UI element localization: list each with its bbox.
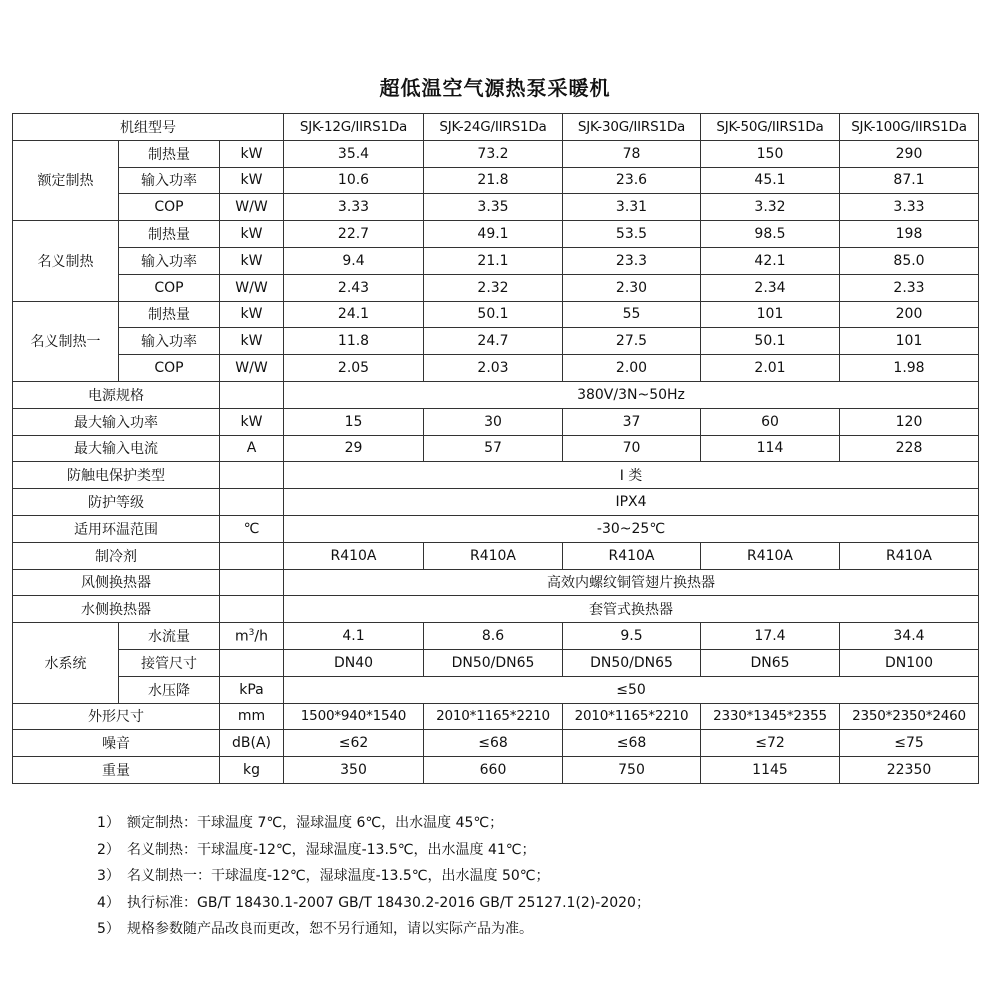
table-row bbox=[13, 623, 979, 650]
value-cell: DN100 bbox=[840, 649, 979, 676]
value-cell: -30~25℃ bbox=[284, 515, 979, 542]
footnote-text: 执行标准：GB/T 18430.1-2007 GB/T 18430.2-2016 GB/T 25127.1(2)-2020； bbox=[127, 894, 650, 911]
footnote-number: 5） bbox=[97, 921, 120, 937]
value-cell: R410A bbox=[284, 542, 424, 569]
value-cell: 42.1 bbox=[701, 247, 840, 274]
value-cell: 660 bbox=[424, 757, 563, 784]
model-cell: SJK-24G/IIRS1Da bbox=[424, 114, 563, 141]
row-label: 重量 bbox=[13, 757, 220, 784]
value-cell: 85.0 bbox=[840, 247, 979, 274]
row-label: 电源规格 bbox=[13, 381, 220, 408]
table-row bbox=[13, 649, 979, 676]
value-cell: 2.32 bbox=[424, 274, 563, 301]
value-cell: 101 bbox=[840, 328, 979, 355]
row-label: 防触电保护类型 bbox=[13, 462, 220, 489]
footnote bbox=[97, 916, 650, 943]
value-cell: 53.5 bbox=[563, 221, 701, 248]
unit-text: m bbox=[235, 628, 249, 645]
value-cell: 15 bbox=[284, 408, 424, 435]
value-cell: 350 bbox=[284, 757, 424, 784]
value-cell: 3.35 bbox=[424, 194, 563, 221]
value-cell: I 类 bbox=[284, 462, 979, 489]
value-cell: R410A bbox=[840, 542, 979, 569]
row-label: 输入功率 bbox=[119, 167, 220, 194]
table-row bbox=[13, 515, 979, 542]
table-row bbox=[13, 408, 979, 435]
value-cell: R410A bbox=[701, 542, 840, 569]
table-row bbox=[13, 489, 979, 516]
value-cell: DN50/DN65 bbox=[563, 649, 701, 676]
footnote-number: 4） bbox=[97, 894, 120, 911]
row-label: 水压降 bbox=[119, 676, 220, 703]
value-cell: 120 bbox=[840, 408, 979, 435]
value-cell: 200 bbox=[840, 301, 979, 328]
row-label: 适用环温范围 bbox=[13, 515, 220, 542]
value-cell: 114 bbox=[701, 435, 840, 462]
row-label: 水侧换热器 bbox=[13, 596, 220, 623]
row-label: COP bbox=[119, 194, 220, 221]
unit-cell: kW bbox=[220, 328, 284, 355]
value-cell: 34.4 bbox=[840, 623, 979, 650]
value-cell: 2.01 bbox=[701, 355, 840, 382]
value-cell: 50.1 bbox=[424, 301, 563, 328]
unit-cell: kW bbox=[220, 408, 284, 435]
table-row bbox=[13, 381, 979, 408]
value-cell: 3.32 bbox=[701, 194, 840, 221]
value-cell: 10.6 bbox=[284, 167, 424, 194]
value-cell: 3.33 bbox=[284, 194, 424, 221]
value-cell: 22.7 bbox=[284, 221, 424, 248]
table-row bbox=[13, 355, 979, 382]
footnote-text: 名义制热一：干球温度-12℃，湿球温度-13.5℃，出水温度 50℃； bbox=[127, 868, 550, 884]
value-cell: 27.5 bbox=[563, 328, 701, 355]
value-cell: ≤68 bbox=[563, 730, 701, 757]
group-label: 额定制热 bbox=[13, 140, 119, 220]
unit-cell: A bbox=[220, 435, 284, 462]
row-label: 制热量 bbox=[119, 221, 220, 248]
value-cell: 87.1 bbox=[840, 167, 979, 194]
unit-cell bbox=[220, 623, 284, 650]
unit-cell bbox=[220, 489, 284, 516]
table-row bbox=[13, 328, 979, 355]
value-cell: 1145 bbox=[701, 757, 840, 784]
row-label: 防护等级 bbox=[13, 489, 220, 516]
value-cell: 9.4 bbox=[284, 247, 424, 274]
model-cell: SJK-100G/IIRS1Da bbox=[840, 114, 979, 141]
table-row bbox=[13, 676, 979, 703]
unit-cell: kW bbox=[220, 221, 284, 248]
value-cell: 17.4 bbox=[701, 623, 840, 650]
model-cell: SJK-30G/IIRS1Da bbox=[563, 114, 701, 141]
value-cell: 50.1 bbox=[701, 328, 840, 355]
unit-cell: mm bbox=[220, 703, 284, 730]
value-cell: 101 bbox=[701, 301, 840, 328]
value-cell: 24.7 bbox=[424, 328, 563, 355]
value-cell: 290 bbox=[840, 140, 979, 167]
value-cell: 45.1 bbox=[701, 167, 840, 194]
table-row bbox=[13, 730, 979, 757]
value-cell: 2.30 bbox=[563, 274, 701, 301]
unit-cell: kPa bbox=[220, 676, 284, 703]
value-cell: 高效内螺纹铜管翅片换热器 bbox=[284, 569, 979, 596]
value-cell: 198 bbox=[840, 221, 979, 248]
unit-text: /h bbox=[254, 628, 268, 645]
footnotes bbox=[97, 810, 650, 943]
row-label: 风侧换热器 bbox=[13, 569, 220, 596]
value-cell: 60 bbox=[701, 408, 840, 435]
value-cell: 2.33 bbox=[840, 274, 979, 301]
value-cell: 2010*1165*2210 bbox=[424, 703, 563, 730]
table-row bbox=[13, 703, 979, 730]
value-cell: ≤75 bbox=[840, 730, 979, 757]
header-label: 机组型号 bbox=[13, 114, 284, 141]
unit-cell bbox=[220, 649, 284, 676]
unit-cell bbox=[220, 596, 284, 623]
value-cell: 78 bbox=[563, 140, 701, 167]
unit-cell bbox=[220, 542, 284, 569]
spec-table bbox=[12, 113, 979, 784]
row-label: 最大输入电流 bbox=[13, 435, 220, 462]
value-cell: 57 bbox=[424, 435, 563, 462]
unit-cell: W/W bbox=[220, 194, 284, 221]
value-cell: 2330*1345*2355 bbox=[701, 703, 840, 730]
table-row bbox=[13, 757, 979, 784]
model-cell: SJK-50G/IIRS1Da bbox=[701, 114, 840, 141]
row-label: 制冷剂 bbox=[13, 542, 220, 569]
row-label: COP bbox=[119, 355, 220, 382]
unit-superscript: 3 bbox=[248, 627, 255, 638]
group-label: 名义制热 bbox=[13, 221, 119, 301]
value-cell: 22350 bbox=[840, 757, 979, 784]
table-row bbox=[13, 194, 979, 221]
table-row bbox=[13, 274, 979, 301]
value-cell: 8.6 bbox=[424, 623, 563, 650]
table-row bbox=[13, 569, 979, 596]
footnote bbox=[97, 863, 650, 890]
value-cell: 70 bbox=[563, 435, 701, 462]
table-row bbox=[13, 301, 979, 328]
value-cell: 380V/3N~50Hz bbox=[284, 381, 979, 408]
value-cell: 23.3 bbox=[563, 247, 701, 274]
unit-cell: kW bbox=[220, 167, 284, 194]
row-label: 接管尺寸 bbox=[119, 649, 220, 676]
value-cell: 3.33 bbox=[840, 194, 979, 221]
value-cell: 150 bbox=[701, 140, 840, 167]
page-title: 超低温空气源热泵采暖机 bbox=[379, 76, 611, 100]
unit-cell: dB(A) bbox=[220, 730, 284, 757]
row-label: COP bbox=[119, 274, 220, 301]
value-cell: 23.6 bbox=[563, 167, 701, 194]
footnote-number: 1） bbox=[97, 815, 120, 831]
value-cell: 2.03 bbox=[424, 355, 563, 382]
value-cell: 98.5 bbox=[701, 221, 840, 248]
unit-cell: W/W bbox=[220, 274, 284, 301]
value-cell: 2.34 bbox=[701, 274, 840, 301]
footnote bbox=[97, 890, 650, 917]
row-label: 外形尺寸 bbox=[13, 703, 220, 730]
value-cell: R410A bbox=[563, 542, 701, 569]
table-row bbox=[13, 435, 979, 462]
value-cell: IPX4 bbox=[284, 489, 979, 516]
row-label: 噪音 bbox=[13, 730, 220, 757]
value-cell: 73.2 bbox=[424, 140, 563, 167]
value-cell: 29 bbox=[284, 435, 424, 462]
value-cell: 37 bbox=[563, 408, 701, 435]
value-cell: 49.1 bbox=[424, 221, 563, 248]
group-label: 水系统 bbox=[13, 623, 119, 703]
unit-cell bbox=[220, 381, 284, 408]
row-label: 水流量 bbox=[119, 623, 220, 650]
value-cell: 55 bbox=[563, 301, 701, 328]
footnote-number: 3） bbox=[97, 868, 120, 884]
value-cell: R410A bbox=[424, 542, 563, 569]
value-cell: 35.4 bbox=[284, 140, 424, 167]
unit-cell: kW bbox=[220, 301, 284, 328]
value-cell: 2.05 bbox=[284, 355, 424, 382]
value-cell: ≤72 bbox=[701, 730, 840, 757]
table-row bbox=[13, 542, 979, 569]
value-cell: 3.31 bbox=[563, 194, 701, 221]
table-row bbox=[13, 140, 979, 167]
footnote bbox=[97, 810, 650, 837]
value-cell: 9.5 bbox=[563, 623, 701, 650]
value-cell: 1500*940*1540 bbox=[284, 703, 424, 730]
value-cell: 4.1 bbox=[284, 623, 424, 650]
value-cell: 2350*2350*2460 bbox=[840, 703, 979, 730]
value-cell: ≤68 bbox=[424, 730, 563, 757]
value-cell: DN50/DN65 bbox=[424, 649, 563, 676]
value-cell: 750 bbox=[563, 757, 701, 784]
unit-cell: W/W bbox=[220, 355, 284, 382]
value-cell: 2.43 bbox=[284, 274, 424, 301]
footnote-text: 名义制热：干球温度-12℃，湿球温度-13.5℃，出水温度 41℃； bbox=[127, 841, 536, 858]
row-label: 制热量 bbox=[119, 301, 220, 328]
footnote-number: 2） bbox=[97, 841, 120, 858]
table-row bbox=[13, 167, 979, 194]
table-row bbox=[13, 247, 979, 274]
table-row bbox=[13, 462, 979, 489]
value-cell: 1.98 bbox=[840, 355, 979, 382]
value-cell: 11.8 bbox=[284, 328, 424, 355]
value-cell: 30 bbox=[424, 408, 563, 435]
footnote bbox=[97, 837, 650, 864]
row-label: 输入功率 bbox=[119, 328, 220, 355]
value-cell: 228 bbox=[840, 435, 979, 462]
unit-cell: ℃ bbox=[220, 515, 284, 542]
unit-cell bbox=[220, 462, 284, 489]
value-cell: DN40 bbox=[284, 649, 424, 676]
value-cell: DN65 bbox=[701, 649, 840, 676]
model-cell: SJK-12G/IIRS1Da bbox=[284, 114, 424, 141]
value-cell: ≤62 bbox=[284, 730, 424, 757]
value-cell: 2.00 bbox=[563, 355, 701, 382]
row-label: 输入功率 bbox=[119, 247, 220, 274]
row-label: 最大输入功率 bbox=[13, 408, 220, 435]
footnote-text: 额定制热：干球温度 7℃，湿球温度 6℃，出水温度 45℃； bbox=[127, 815, 504, 831]
unit-cell: kg bbox=[220, 757, 284, 784]
value-cell: 24.1 bbox=[284, 301, 424, 328]
table-row bbox=[13, 221, 979, 248]
table-row bbox=[13, 114, 979, 141]
value-cell: 套管式换热器 bbox=[284, 596, 979, 623]
value-cell: 2010*1165*2210 bbox=[563, 703, 701, 730]
unit-cell: kW bbox=[220, 140, 284, 167]
footnote-text: 规格参数随产品改良而更改，恕不另行通知，请以实际产品为准。 bbox=[127, 921, 533, 937]
value-cell: 21.1 bbox=[424, 247, 563, 274]
unit-cell: kW bbox=[220, 247, 284, 274]
group-label: 名义制热一 bbox=[13, 301, 119, 381]
value-cell: ≤50 bbox=[284, 676, 979, 703]
table-row bbox=[13, 596, 979, 623]
value-cell: 21.8 bbox=[424, 167, 563, 194]
unit-cell bbox=[220, 569, 284, 596]
row-label: 制热量 bbox=[119, 140, 220, 167]
